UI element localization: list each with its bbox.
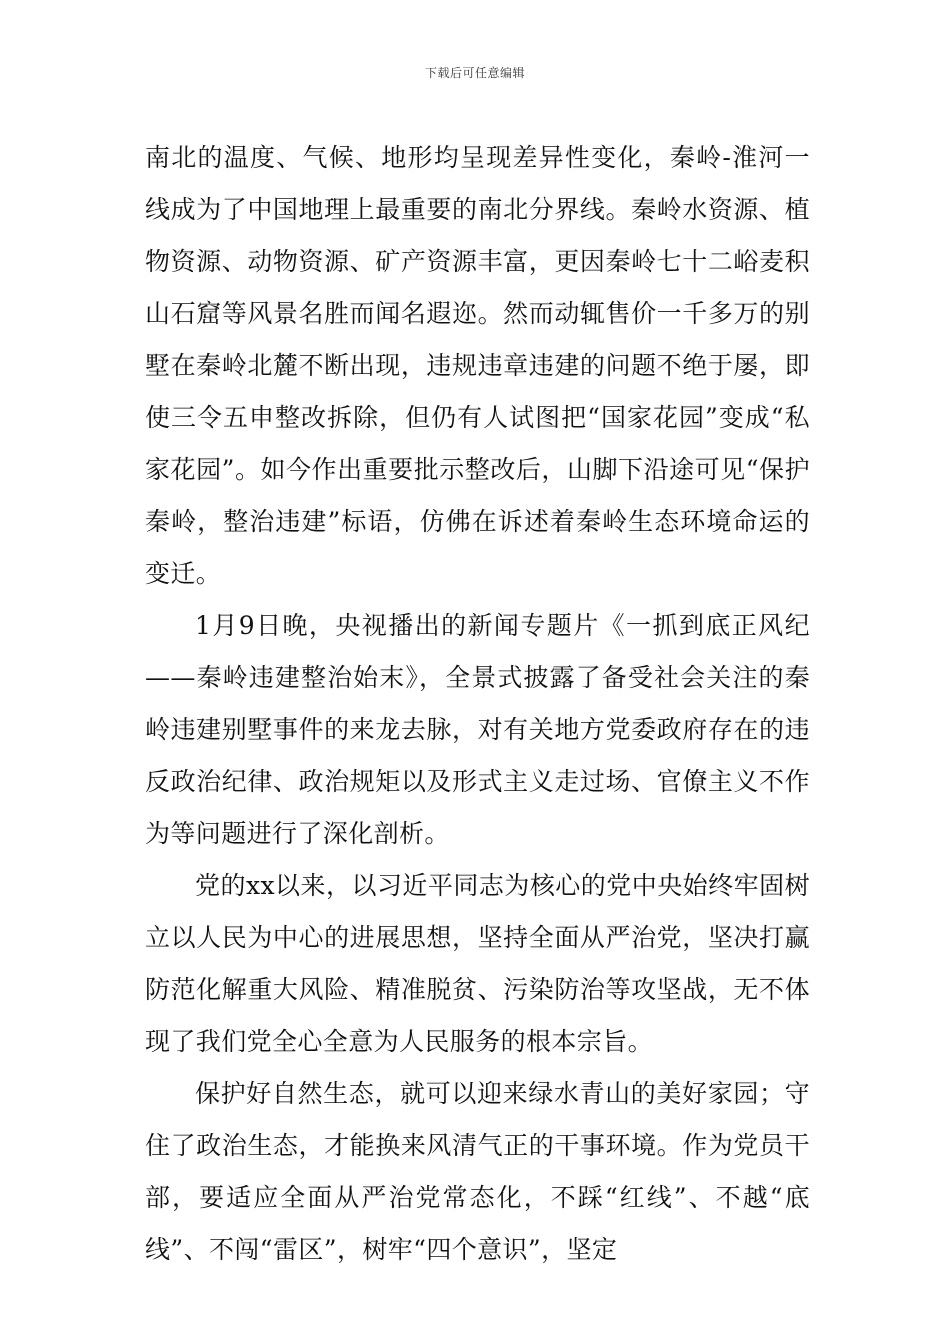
paragraph-ecology: 保护好自然生态，就可以迎来绿水青山的美好家园；守住了政治生态，才能换来风清气正的干事环境。作为党员干部，要适应全面从严治党常态化，不踩“红线”、不越“底线”、不闯“雷区”，树牢“四个意识”，坚定 <box>145 1079 810 1264</box>
paragraph-party-central: 党的xx以来，以习近平同志为核心的党中央始终牢固树立以人民为中心的进展思想，坚持全面从严治党，坚决打赢防范化解重大风险、精准脱贫、污染防治等攻坚战，无不体现了我们党全心全意为人民服务的根本宗旨。 <box>145 871 810 1056</box>
page-header-note: 下载后可任意编辑 <box>424 66 525 80</box>
document-body <box>145 132 810 1276</box>
paragraph-continuation: 南北的温度、气候、地形均呈现差异性变化，秦岭-淮河一线成为了中国地理上最重要的南北分界线。秦岭水资源、植物资源、动物资源、矿产资源丰富，更因秦岭七十二峪麦积山石窟等风景名胜而闻名遐迩。然而动辄售价一千多万的别墅在秦岭北麓不断出现，违规违章违建的问题不绝于屡，即使三令五申整改拆除，但仍有人试图把“国家花园”变成“私家花园”。如今作出重要批示整改后，山脚下沿途可见“保护秦岭，整治违建”标语，仿佛在诉述着秦岭生态环境命运的变迁。 <box>145 143 810 588</box>
paragraph-documentary: 1月9日晚，央视播出的新闻专题片《一抓到底正风纪——秦岭违建整治始末》，全景式披露了备受社会关注的秦岭违建别墅事件的来龙去脉，对有关地方党委政府存在的违反政治纪律、政治规矩以及形式主义走过场、官僚主义不作为等问题进行了深化剖析。 <box>145 611 810 848</box>
